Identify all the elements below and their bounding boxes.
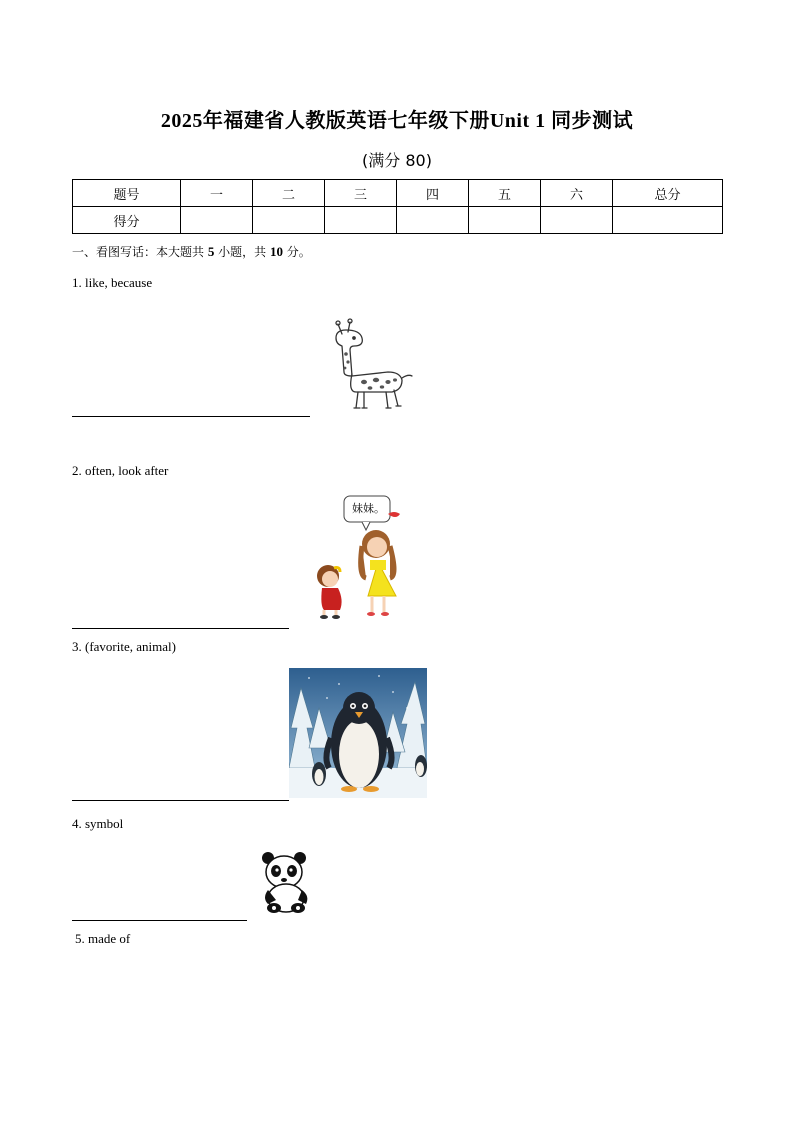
header-cell-3: 三 <box>325 180 397 207</box>
full-score-subtitle: (满分 80) <box>362 151 432 170</box>
header-cell-5: 五 <box>469 180 541 207</box>
score-cell-6[interactable] <box>541 207 613 234</box>
score-cell-1[interactable] <box>181 207 253 234</box>
panda-cartoon <box>258 850 312 914</box>
penguin-in-snow <box>289 668 427 798</box>
score-table <box>72 179 723 234</box>
score-table-header-row <box>73 180 723 207</box>
page-title: 2025年福建省人教版英语七年级下册Unit 1 同步测试 <box>160 110 634 132</box>
answer-line-3[interactable] <box>72 800 289 801</box>
question-1-label: 1. like, because <box>72 275 153 290</box>
question-2-label: 2. often, look after <box>72 463 169 478</box>
answer-line-2[interactable] <box>72 628 289 629</box>
score-cell-4[interactable] <box>397 207 469 234</box>
question-3-label: 3. (favorite, animal) <box>72 639 176 654</box>
header-cell-total: 总分 <box>613 180 723 207</box>
header-cell-6: 六 <box>541 180 613 207</box>
header-cell-1: 一 <box>181 180 253 207</box>
question-4-label: 4. symbol <box>72 816 124 831</box>
score-cell-total[interactable] <box>613 207 723 234</box>
question-5-label: 5. made of <box>75 931 131 946</box>
score-row-label: 得分 <box>73 207 181 234</box>
giraffe-drawing <box>328 316 414 410</box>
header-cell-4: 四 <box>397 180 469 207</box>
score-table-score-row <box>73 207 723 234</box>
answer-line-4[interactable] <box>72 920 247 921</box>
score-cell-3[interactable] <box>325 207 397 234</box>
answer-line-1[interactable] <box>72 416 310 417</box>
score-cell-5[interactable] <box>469 207 541 234</box>
speech-bubble-text: 妹妹。 <box>352 502 385 515</box>
header-cell-2: 二 <box>253 180 325 207</box>
score-cell-2[interactable] <box>253 207 325 234</box>
section-1-heading: 一、看图写话：本大题共 5 小题，共 10 分。 <box>72 244 311 259</box>
header-cell-question-no: 题号 <box>73 180 181 207</box>
